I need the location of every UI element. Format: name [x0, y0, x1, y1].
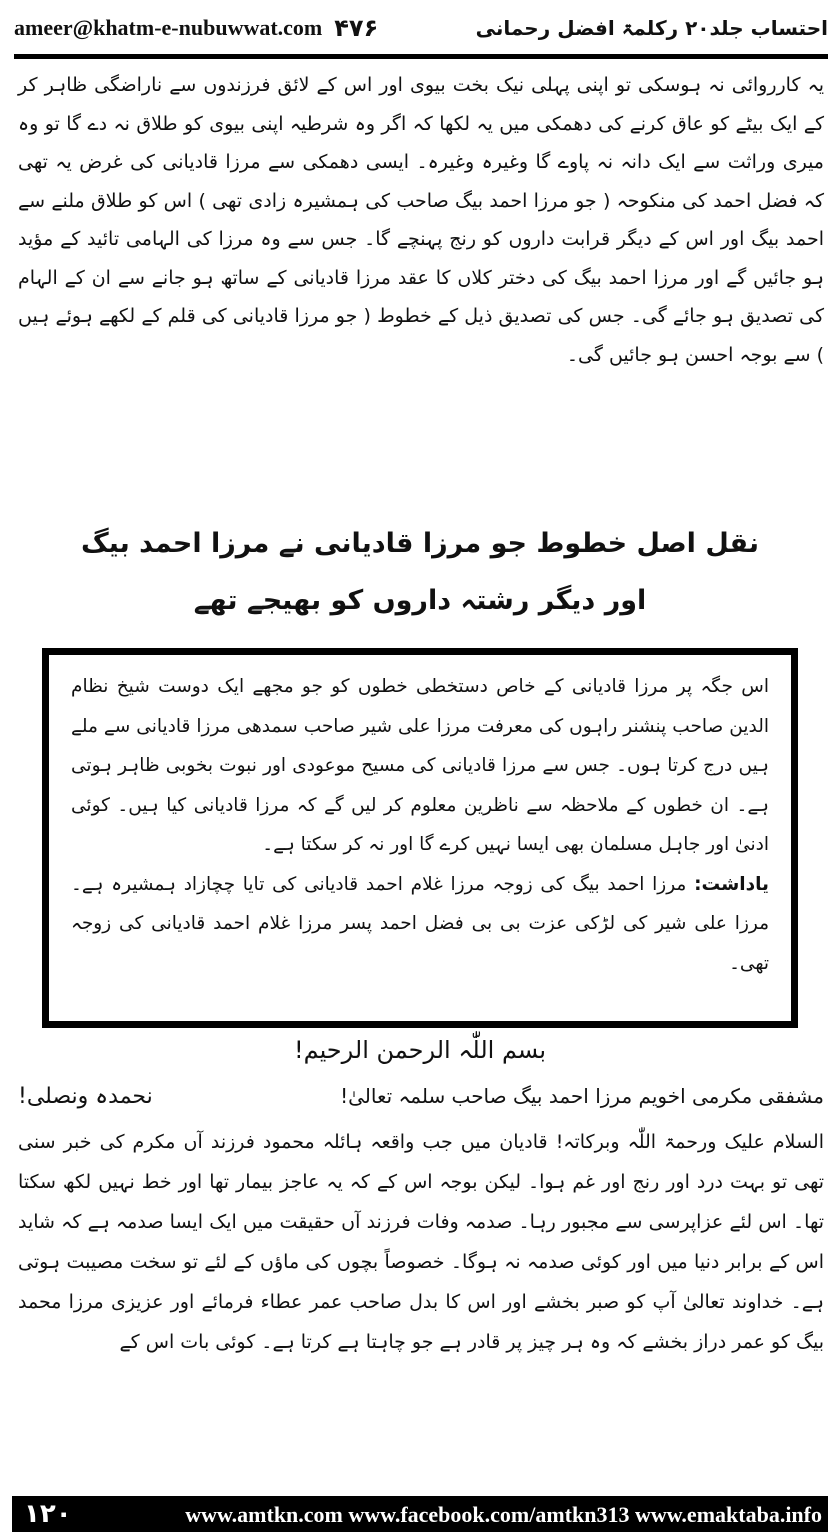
boxed-note-text: [71, 667, 769, 983]
section-heading-line-1: نقل اصل خطوط جو مرزا قادیانی نے مرزا احمد بیگ: [80, 528, 760, 559]
header-page-number: ۴۷۶: [334, 14, 379, 42]
footer-links[interactable]: www.amtkn.com www.facebook.com/amtkn313 www.emaktaba.info: [185, 1502, 822, 1527]
memo-label: یاداشت:: [694, 873, 769, 895]
letter-greeting-row: [18, 1078, 824, 1114]
letter-nahmaduhu: نحمدہ ونصلی!: [18, 1083, 153, 1109]
bismillah: بسم اللّٰہ الرحمن الرحیم!: [293, 1036, 547, 1064]
footer-page-number: ۱۲۰: [24, 1499, 72, 1529]
page-header: [14, 8, 828, 48]
header-divider: [14, 54, 828, 59]
section-heading-line-2: اور دیگر رشتہ داروں کو بھیجے تھے: [193, 585, 647, 616]
letter-body: السلام علیک ورحمۃ اللّٰہ وبرکاتہ! قادیان میں جب واقعہ ہائلہ محمود فرزند آں مکرم کی خبر سنی تھی تو بہت درد اور رنج اور غم ہوا۔ لیکن بوجہ اس کے کہ یہ عاجز بیمار تھا اور خط نہیں لکھ سکتا تھا۔ اس لئے عزاپرسی سے مجبور رہا۔ صدمہ وفات فرزند آں حقیقت میں ایک ایسا صدمہ ہے کہ شاید اس کے برابر دنیا میں اور کوئی صدمہ نہ ہوگا۔ خصوصاً بچوں کی ماؤں کے لئے تو سخت مصیبت ہوتی ہے۔ خداوند تعالیٰ آپ کو صبر بخشے اور اس کا بدل صاحب عمر عطاء فرمائے اور عزیزی مرزا محمد بیگ کو عمر دراز بخشے کہ وہ ہر چیز پر قادر ہے جو چاہتا ہے کرتا ہے۔ کوئی بات اس کے: [18, 1131, 824, 1353]
memo-text: مرزا احمد بیگ کی زوجہ مرزا غلام احمد قادیانی کی تایا چچازاد ہمشیرہ ہے۔ مرزا علی شیر کی لڑکی عزت بی بی فضل احمد پسر مرزا غلام احمد قادیانی کی زوجہ تھی۔: [71, 873, 769, 974]
header-book-title: احتساب جلد۲۰ رکلمۃ افضل رحمانی: [475, 16, 828, 40]
intro-paragraph: یہ کارروائی نہ ہوسکی تو اپنی پہلی نیک بخت بیوی اور اس کے لائق فرزندوں سے ناراضگی ظاہر کر کے ایک بیٹے کو عاق کرنے کی دھمکی میں یہ لکھا کہ اگر وہ شرطیہ اپنی بیوی کو طلاق نہ دے گا تو وہ میری وراثت سے ایک دانہ نہ پاوے گا وغیرہ وغیرہ۔ ایسی دھمکی سے مرزا قادیانی کی غرض یہ تھی کہ فضل احمد کی منکوحہ ( جو مرزا احمد بیگ صاحب کی ہمشیرہ زادی تھی ) اس کو طلاق ملنے سے احمد بیگ اور اس کے دیگر قرابت داروں کو رنج پہنچے گا۔ جس سے وہ مرزا کی الہامی تائید کے مؤید ہو جائیں گے اور مرزا احمد بیگ کی دختر کلاں کا عقد مرزا قادیانی کے ساتھ ہو جانے سے ان کے الہام کی تصدیق ہو جائے گی۔ جس کی تصدیق ذیل کے خطوط ( جو مرزا قادیانی کی قلم کے لکھے ہوئے ہیں ) سے بوجہ احسن ہو جائیں گی۔: [18, 74, 824, 366]
letter-addressee: مشفقی مکرمی اخویم مرزا احمد بیگ صاحب سلمہ تعالیٰ!: [340, 1084, 824, 1108]
boxed-note: [42, 648, 798, 1028]
header-left: [14, 14, 378, 42]
boxed-note-body: اس جگہ پر مرزا قادیانی کے خاص دستخطی خطوں کو جو مجھے ایک دوست شیخ نظام الدین صاحب پنشنر راہوں کی معرفت مرزا علی شیر صاحب سمدھی مرزا قادیانی سے ملے ہیں درج کرتا ہوں۔ جس سے مرزا قادیانی کی مسیح موعودی اور نبوت بخوبی ظاہر ہوتی ہے۔ ان خطوں کے ملاحظہ سے ناظرین معلوم کر لیں گے کہ مرزا قادیانی کیا ہیں۔ کوئی ادنیٰ اور جاہل مسلمان بھی ایسا نہیں کرے گا اور نہ کر سکتا ہے۔: [71, 676, 769, 855]
header-email[interactable]: ameer@khatm-e-nubuwwat.com: [14, 15, 323, 40]
